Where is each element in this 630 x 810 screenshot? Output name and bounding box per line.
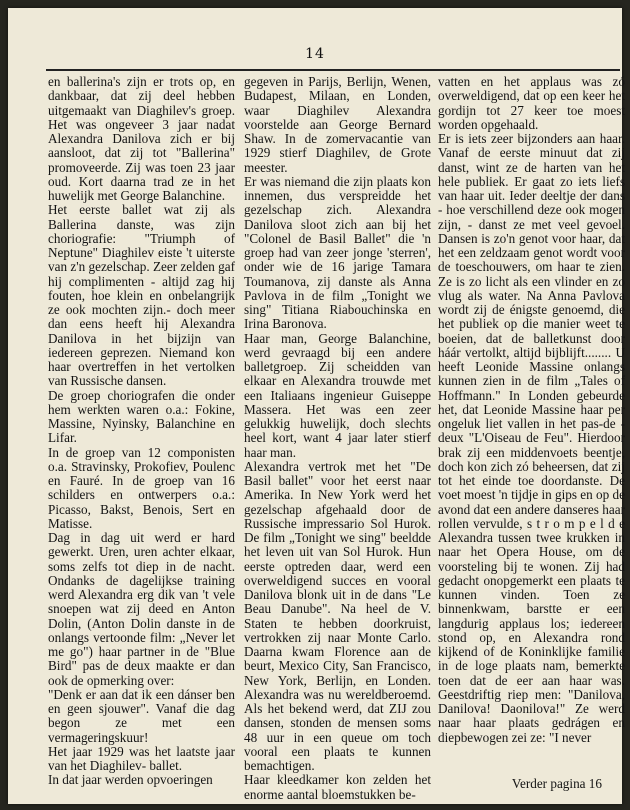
paragraph: Haar kleedkamer kon zelden het enorme aantal bloemstukken be- bbox=[244, 772, 431, 802]
paragraph: De groep choriografen die onder hem werkten waren o.a.: Fokine, Massine, Nyinsky, Balanchine en Lifar. bbox=[48, 387, 235, 446]
paragraph: Haar man, George Balanchine, werd gevraagd bij een andere balletgroep. Zij scheidden van elkaar en Alexandra trouwde met een Italiaans ingenieur Guiseppe Massera. Het was een zeer gelukkig huwelijk, doch slechts heel kort, want 4 jaar later stierf haar man. bbox=[244, 330, 431, 460]
paragraph: "Denk er aan dat ik een dánser ben en geen sjouwer". Vanaf die dag begon ze met een vermageringskuur! bbox=[48, 686, 235, 745]
paragraph: In de groep van 12 componisten o.a. Stravinsky, Prokofiev, Poulenc en Fauré. In de groep van 16 schilders en ontwerpers o.a.: Picasso, Bakst, Benois, Sert en Matisse. bbox=[48, 444, 235, 531]
paragraph: Er was niemand die zijn plaats kon innemen, dus verspreidde het gezelschap zich. Alexandra Danilova sloot zich aan bij het "Colonel de Basil Ballet" die 'n groep had van zeer jonge 'sterren', onder wie de 16 jarige Tamara Toumanova, zij danste als Anna Pavlova in de film „Tonight we sing" Titiana Riabouchinska en Irina Baronova. bbox=[244, 173, 431, 332]
paragraph: Het eerste ballet wat zij als Ballerina danste, was zijn choriografie: "Triumph of Neptune" Diaghilev eiste 't uiterste van z'n gezelschap. Zeer zelden gaf hij complimenten - altijd zag hij fouten, hoe klein en onbelangrijk ze ook mochten zijn.- doch meer dan eens heeft hij Alexandra Danilova in het bijzijn van iedereen geprezen. Niemand kon haar overtreffen in het vertolken van Russische dansen. bbox=[48, 202, 235, 389]
paragraph: gegeven in Parijs, Berlijn, Wenen, Budapest, Milaan, en Londen, waar Diaghilev Alexandra voorstelde aan George Bernard Shaw. In de zomervacantie van 1929 stierf Diaghilev, de Grote meester. bbox=[244, 74, 431, 175]
page-number: 14 bbox=[305, 46, 325, 62]
text-column-3 bbox=[438, 75, 625, 745]
paragraph: Dag in dag uit werd er hard gewerkt. Uren, uren achter elkaar, soms zelfs tot diep in de nacht. Ondanks de dagelijkse training werd Alexandra erg dik van 't vele snoepen wat zij deed en Anton Dolin, (Anton Dolin danste in de onlangs vertoonde film: „Never let me go") haar partner in de "Blue Bird" pas de deux maakte er dan ook de opmerking over: bbox=[48, 530, 235, 688]
magazine-page bbox=[8, 8, 625, 804]
paragraph: Alexandra vertrok met het "De Basil ballet" voor het eerst naar Amerika. In New York werd het gezelschap afgehaald door de Russische impressario Sol Hurok. De film „Tonight we sing" beeldde het leven uit van Sol Hurok. Hun eerste optreden daar, werd een overweldigend succes en vooral Danilova blonk uit in de dans "Le Beau Danube". Na heel de V. Staten te hebben doorkruist, vertrokken zij naar Monte Carlo. Daarna kwam Florence aan de beurt, Mexico City, San Francisco, New York, Berlijn, en Londen. Alexandra was nu wereldberoemd. Als het bekend werd, dat ZIJ zou dansen, stonden de mensen soms 48 uur in een queue om toch vooral een plaats te kunnen bemachtigen. bbox=[244, 458, 431, 773]
header-rule bbox=[46, 69, 620, 71]
paragraph: en ballerina's zijn er trots op, en dankbaar, dat zij deel hebben uitgemaakt van Diaghilev's groep. Het was ongeveer 3 jaar nadat Alexandra Danilova zich er bij aansloot, dat zij tot "Ballerina" promoveerde. Zij was toen 23 jaar oud. Kort daarna trad ze in het huwelijk met George Balanchine. bbox=[48, 74, 235, 203]
paragraph: vatten en het applaus was zó overweldigend, dat op een keer het gordijn tot 27 keer toe moest worden opgehaald. bbox=[438, 74, 625, 132]
paragraph: In dat jaar werden opvoeringen bbox=[48, 772, 213, 788]
text-column-2 bbox=[244, 75, 431, 802]
paragraph: Er is iets zeer bijzonders aan haar. Vanaf de eerste minuut dat zij danst, wint ze de harten van het hele publiek. Er gaat zo iets liefs van haar uit. Ieder deeltje der dans - hoe verschillend deze ook mogen zijn, - danst ze met veel gevoel. Dansen is zo'n genot voor haar, dat het een zeldzaam genot wordt voor de toeschouwers, om haar te zien. Ze is zo licht als een vlinder en zo vlug als water. Na Anna Pavlova wordt zij de énigste genoemd, die het publiek op die manier weet te boeien, dat de balletkunst door háár vertolkt, altijd bijblijft........ U heeft Leonide Massine onlangs kunnen zien in de film „Tales of Hoffmann." In Londen gebeurde het, dat Leonide Massine haar per ongeluk liet vallen in het pas-de - deux "L'Oiseau de Feu". Hierdoor brak zij een middenvoets beentje, doch kon zich zó beheersen, dat zij tot het einde toe doordanste. De voet moest 'n tijdje in gips en op de avond dat een andere danseres haar rollen vervulde, s t r o m p e l d e Alexandra tussen twee krukken in naar het Opera House, om de voorsteling bij te wonen. Zij had gedacht onopgemerkt een plaats te kunnen vinden. Toen ze binnenkwam, barstte er een langdurig applaus los; iedereen stond op, en Alexandra rond kijkend of de Koninklijke familie in de loge plaats nam, bemerkte toen dat de eer aan haar was. Geestdriftig riep men: "Danilova, Danilova! Daonilova!" Ze werd naar haar plaats gedrágen en diepbewogen zei ze: "I never bbox=[438, 131, 625, 745]
paragraph: Het jaar 1929 was het laatste jaar van het Diaghilev- ballet. bbox=[48, 743, 235, 773]
text-column-1 bbox=[48, 75, 235, 788]
continued-on-page-note: Verder pagina 16 bbox=[511, 776, 602, 791]
